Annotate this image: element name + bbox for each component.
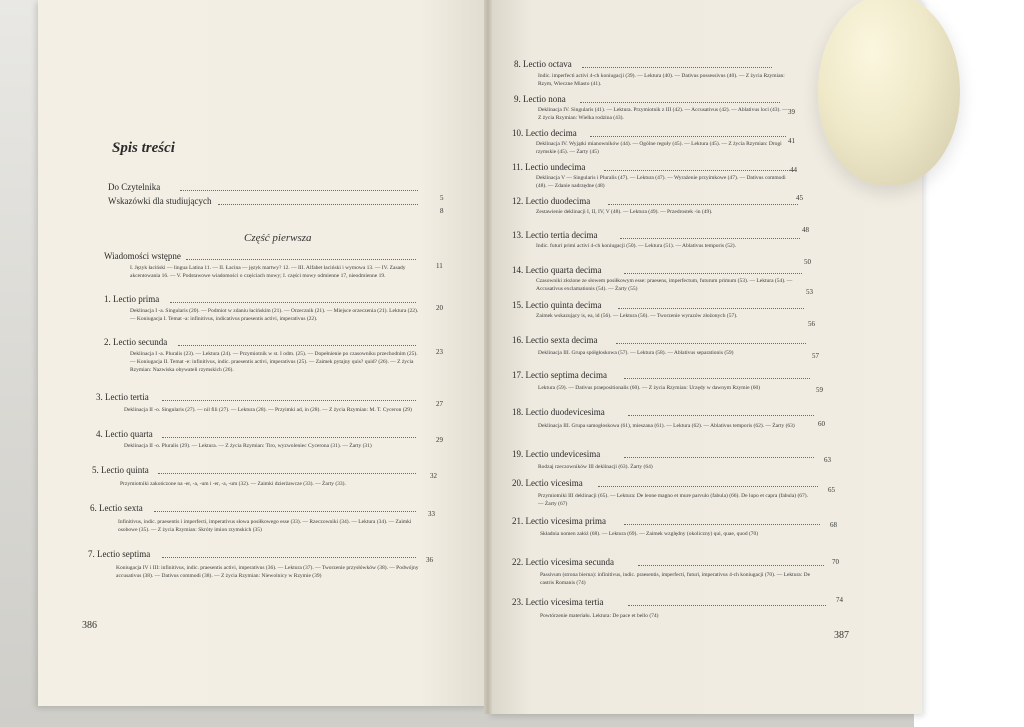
leader-dots xyxy=(638,565,824,566)
page-number: 45 xyxy=(796,194,803,202)
leader-dots xyxy=(618,308,804,309)
leader-dots xyxy=(620,238,800,239)
toc-entry-description: Koniugacja IV i III: infinitivus, indic. praesentis activi, imperativus (36). — Lektura (37). — Tworzenie przysłówków (38). — Podwójny accusativus (38). — Dativus commodi (38). — Z życia Rzymian: Niewolnicy w Rzymie (39) xyxy=(116,565,419,579)
toc-entry-description: Powtórzenie materiału. Lektura: De pace et bello (74) xyxy=(540,613,659,619)
toc-entry-description: Indic. imperfecti activi 4-ch koniugacji (39). — Lektura (40). — Dativus possessivus (40). — Z życia Rzymian: Rzym, Wieczne Miasto (41). xyxy=(538,73,785,87)
page-number: 41 xyxy=(788,137,795,145)
toc-entry-description: Deklinacja II -o. Pluralis (29). — Lektura. — Z życia Rzymian: Tiro, wyzwoleniec Cycerona (31). — Żarty (31) xyxy=(124,443,372,449)
toc-entry: 23. Lectio vicesima tertia xyxy=(512,597,604,607)
toc-intro-item: Do Czytelnika xyxy=(108,182,161,192)
page-folio: 386 xyxy=(82,620,97,631)
leader-dots xyxy=(218,204,418,205)
page-folio: 387 xyxy=(834,630,849,641)
page-number: 11 xyxy=(436,262,443,270)
leader-dots xyxy=(628,605,826,606)
toc-entry: 11. Lectio undecima xyxy=(512,162,586,172)
toc-entry: 15. Lectio quinta decima xyxy=(512,300,602,310)
page-number: 23 xyxy=(436,348,443,356)
toc-entry: 22. Lectio vicesima secunda xyxy=(512,557,614,567)
toc-entry: 9. Lectio nona xyxy=(514,94,566,104)
page-number: 5 xyxy=(440,194,444,202)
leader-dots xyxy=(580,102,780,103)
page-number: 8 xyxy=(440,207,444,215)
leader-dots xyxy=(186,259,416,260)
part-title: Część pierwsza xyxy=(244,232,312,244)
toc-entry-description: Infinitivus, indic. praesentis i imperfecti, imperativus słowa posiłkowego esse (33). — Rzeczowniki (34). — Lektura (34). — Zaimki osobowe (35). — Z życia Rzymian: Skróty imion rzymskich (35) xyxy=(118,519,412,533)
leader-dots xyxy=(162,400,416,401)
toc-entry: 8. Lectio octava xyxy=(514,59,572,69)
toc-entry-description: Deklinacja III. Grupa spółgłoskowa (57). — Lektura (58). — Ablativus separationis (59) xyxy=(538,350,734,356)
page-number: 44 xyxy=(790,166,797,174)
leader-dots xyxy=(582,67,772,68)
toc-intro-item: Wskazówki dla studiujących xyxy=(108,196,212,206)
page-number: 65 xyxy=(828,486,835,494)
toc-entry-description: I. Język łaciński — lingua Latina 11. — II. Łacina — język martwy? 12. — III. Alfabet łaciński i wymowa 13. — IV. Zasady akcentowania 16. — V. Podstawowe wiadomości o częściach mowy; I. części mowy odmienne 17, nieodmienne 19. xyxy=(130,265,406,279)
toc-entry: 7. Lectio septima xyxy=(88,549,151,559)
leader-dots xyxy=(624,273,802,274)
page-number: 48 xyxy=(802,226,809,234)
page-number: 63 xyxy=(824,456,831,464)
leader-dots xyxy=(624,378,810,379)
page-number: 36 xyxy=(426,556,433,564)
toc-entry-description: Deklinacja V — Singularis i Pluralis (47). — Lektura (47). — Wyrażenie przyimkowe (47). — Dativus commodi (48). — Zdanie nadrzędne (48) xyxy=(536,175,786,189)
toc-entry-description: Przymiotniki zakończone na -er, -a, -um i -er, -a, -um (32). — Zaimki dzierżawcze (33). — Żarty (33). xyxy=(120,481,346,487)
egg-object xyxy=(818,0,960,186)
toc-entry: 3. Lectio tertia xyxy=(96,392,149,402)
leader-dots xyxy=(616,343,806,344)
page-number: 32 xyxy=(430,472,437,480)
book-gutter xyxy=(484,0,492,714)
toc-entry-description: Zestawienie deklinacji I, II, IV, V (48). — Lektura (49). — Przedrostek -in (49). xyxy=(536,209,713,215)
toc-entry-description: Deklinacja II -o. Singularis (27). — nil fili (27). — Lektura (28). — Przyimki ad, in (28). — Z życia Rzymian: M. T. Cyceron (29) xyxy=(124,407,412,413)
toc-entry: 14. Lectio quarta decima xyxy=(512,265,602,275)
toc-entry: 21. Lectio vicesima prima xyxy=(512,516,606,526)
page-number: 56 xyxy=(808,320,815,328)
page-number: 33 xyxy=(428,510,435,518)
page-number: 59 xyxy=(816,386,823,394)
toc-entry: 18. Lectio duodevicesima xyxy=(512,407,605,417)
page-number: 57 xyxy=(812,352,819,360)
leader-dots xyxy=(162,437,416,438)
leader-dots xyxy=(624,524,820,525)
toc-entry: 6. Lectio sexta xyxy=(90,503,143,513)
page-number: 29 xyxy=(436,436,443,444)
page-number: 68 xyxy=(830,521,837,529)
leader-dots xyxy=(628,415,814,416)
toc-entry-description: Deklinacja I -a. Pluralis (23). — Lektura (24). — Przymiotnik w st. I odm. (25). — Dopełnienie po czasowniku przechodnim (25). — Koniugacja II. Temat -e: infinitivus, indic. praesentis activi, imperativus (25). — Zaimek pytajny quis? quid? (26). — Z życia Rzymian: Nazwiska obywateli rzymskich (26). xyxy=(130,351,418,373)
toc-entry: 20. Lectio vicesima xyxy=(512,478,583,488)
toc-entry-description: Deklinacja I -a. Singularis (20). — Podmiot w zdaniu łacińskim (21). — Orzecznik (21). — Miejsce orzeczenia (21). Lektura (22). — Koniugacja I. Temat -a: infinitivus, indicativus praesentis activi, imperativus (22). xyxy=(130,308,419,322)
page-number: 74 xyxy=(836,596,843,604)
leader-dots xyxy=(170,302,416,303)
toc-entry-description: Lektura (59). — Dativus praepositionalis (60). — Z życia Rzymian: Urzędy w dawnym Rzymie (60) xyxy=(538,385,761,391)
toc-entry-description: Passivum (strona bierna): infinitivus, indic. praesentis, imperfecti, futuri, imperativus 4-ch koniugacji (70). — Lektura: De castris Romanis (74) xyxy=(540,572,811,586)
toc-entry: 1. Lectio prima xyxy=(104,294,160,304)
toc-entry-description: Rodzaj rzeczowników III deklinacji (63). Żarty (64) xyxy=(538,464,653,470)
toc-entry: 17. Lectio septima decima xyxy=(512,370,607,380)
toc-entry: 19. Lectio undevicesima xyxy=(512,449,601,459)
page-number: 50 xyxy=(804,258,811,266)
toc-entry: 12. Lectio duodecima xyxy=(512,196,591,206)
page-number: 39 xyxy=(788,108,795,116)
leader-dots xyxy=(598,486,818,487)
toc-entry-description: Deklinacja III. Grupa samogłoskowa (61), mieszana (61). — Lektura (62). — Ablativus temporis (62). — Żarty (63) xyxy=(538,423,795,429)
leader-dots xyxy=(180,190,418,191)
toc-entry-description: Indic. futuri primi activi 4-ch koniugacji (50). — Lektura (51). — Ablativus temporis (52). xyxy=(536,243,736,249)
leader-dots xyxy=(604,170,794,171)
toc-entry-description: Zaimek wskazujący is, ea, id (56). — Lektura (56). — Tworzenie wyrazów złożonych (57). xyxy=(536,313,738,319)
toc-entry: 13. Lectio tertia decima xyxy=(512,230,598,240)
toc-entry-description: Składnia nomen załóż (68). — Lektura (69). — Zaimek względny (okoliczny) qui, quae, quod (70) xyxy=(540,531,759,537)
page-number: 70 xyxy=(832,558,839,566)
left-page xyxy=(38,0,488,706)
toc-entry: 2. Lectio secunda xyxy=(104,337,168,347)
toc-entry-description: Deklinacja IV. Singularis (41). — Lektura. Przymiotnik z III (42). — Accusativus (42). — Ablativus loci (43). — Z życia Rzymian: Wielka rodzina (43). xyxy=(538,107,788,121)
leader-dots xyxy=(590,136,786,137)
page-number: 20 xyxy=(436,304,443,312)
toc-entry: 5. Lectio quinta xyxy=(92,465,149,475)
toc-entry: 4. Lectio quarta xyxy=(96,429,153,439)
page-number: 60 xyxy=(818,420,825,428)
toc-entry-description: Deklinacja IV. Wyjątki mianowników (44). — Ogólne reguły (45). — Lektura (45). — Z życia Rzymian: Drogi rzymskie (45). — Żarty (45) xyxy=(536,141,782,155)
leader-dots xyxy=(154,511,416,512)
toc-entry: Wiadomości wstępne xyxy=(104,251,181,261)
toc-entry: 10. Lectio decima xyxy=(512,128,577,138)
page-number: 53 xyxy=(806,288,813,296)
leader-dots xyxy=(162,557,416,558)
toc-entry-description: Czasowniki złożone ze słowem posiłkowym esse: praesens, imperfectum, futurum primum (53). — Lektura (54). — Accusativus exclamationis (54). — Żarty (55) xyxy=(536,278,793,292)
leader-dots xyxy=(178,345,416,346)
page-title: Spis treści xyxy=(112,140,175,156)
leader-dots xyxy=(608,204,798,205)
toc-entry: 16. Lectio sexta decima xyxy=(512,335,598,345)
toc-entry-description: Przymiotniki III deklinacji (65). — Lektura: De leone magno et mure parvulo (fabula) (66). De lupo et capra (fabula) (67). — Żarty (67) xyxy=(538,493,809,507)
leader-dots xyxy=(158,473,416,474)
page-number: 27 xyxy=(436,400,443,408)
leader-dots xyxy=(624,457,814,458)
